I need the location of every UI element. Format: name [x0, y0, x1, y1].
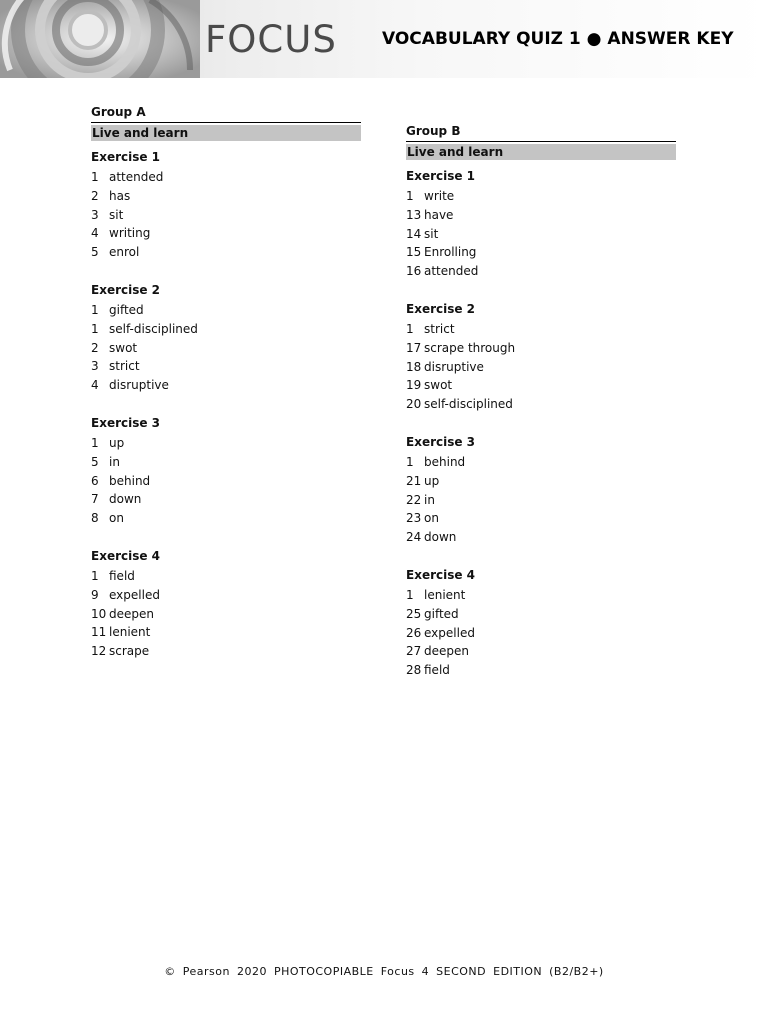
answer-item: 21 up [406, 473, 440, 488]
answer-item: 27 deepen [406, 644, 469, 659]
answer-item: 3 sit [91, 207, 124, 222]
answer-item: 1 write [406, 189, 455, 203]
answer-item: 12 scrape [91, 644, 150, 659]
answer-item: 28 field [406, 663, 450, 678]
group-a-exercise-1 [91, 148, 361, 262]
group-a-column [91, 104, 361, 661]
answer-item: 24 down [406, 530, 457, 545]
answer-item: 17 scrape through [406, 340, 516, 355]
answer-item: 11 lenient [91, 625, 151, 640]
answer-item: 1 lenient [406, 587, 466, 602]
answer-item: 22 in [406, 492, 435, 507]
focus-logo: FOCUS [205, 18, 337, 61]
answer-item: 4 disruptive [91, 378, 169, 393]
exercise-title: Exercise 1 [406, 169, 476, 183]
group-b-column [406, 123, 676, 680]
exercise-title: Exercise 4 [406, 567, 476, 582]
page-title: VOCABULARY QUIZ 1 ● ANSWER KEY [382, 29, 734, 49]
answer-item: 15 Enrolling [406, 245, 477, 260]
group-b-title: Group B [406, 123, 676, 142]
answer-item: 13 have [406, 207, 454, 222]
answer-item: 19 swot [406, 378, 453, 393]
group-a-title: Group A [91, 104, 361, 123]
answer-item: 9 expelled [91, 587, 160, 602]
answer-item: 2 has [91, 188, 131, 203]
page-header [0, 0, 768, 78]
answer-item: 4 writing [91, 226, 151, 241]
answer-item: 1 strict [406, 321, 455, 336]
answer-item: 3 strict [91, 359, 140, 374]
answer-item: 26 expelled [406, 625, 475, 640]
group-a-exercise-3 [91, 414, 361, 528]
answer-item: 25 gifted [406, 606, 459, 621]
group-b-exercise-4 [406, 566, 676, 680]
exercise-title: Exercise 3 [406, 434, 476, 449]
exercise-title: Exercise 2 [406, 301, 476, 316]
answer-item: 23 on [406, 511, 439, 526]
exercise-title: Exercise 2 [91, 282, 161, 297]
answer-item: 1 self-disciplined [91, 321, 198, 336]
exercise-title: Exercise 4 [91, 548, 161, 563]
group-b-exercise-3 [406, 433, 676, 547]
group-b-section-bar: Live and learn [406, 144, 676, 160]
group-a-section-bar: Live and learn [91, 125, 361, 141]
decorative-rings-graphic [0, 0, 200, 78]
answer-item: 5 enrol [91, 245, 140, 260]
answer-item: 7 down [91, 492, 142, 507]
group-a-exercise-4 [91, 547, 361, 661]
answer-item: 16 attended [406, 264, 479, 279]
answer-item: 1 gifted [91, 302, 144, 317]
answer-item: 1 attended [91, 170, 164, 184]
answer-item: 18 disruptive [406, 359, 484, 374]
answer-item: 20 self-disciplined [406, 397, 513, 412]
exercise-title: Exercise 1 [91, 150, 161, 164]
answer-item: 8 on [91, 511, 124, 526]
answer-item: 2 swot [91, 340, 138, 355]
copyright-footer: © Pearson 2020 PHOTOCOPIABLE Focus 4 SECOND EDITION (B2/B2+) [164, 965, 604, 978]
group-b-exercise-1 [406, 167, 676, 281]
answer-item: 10 deepen [91, 606, 154, 621]
answer-item: 14 sit [406, 226, 439, 241]
answer-item: 1 behind [406, 454, 466, 469]
answer-item: 5 in [91, 454, 120, 469]
exercise-title: Exercise 3 [91, 415, 161, 430]
answer-item: 1 field [91, 568, 135, 583]
group-b-exercise-2 [406, 300, 676, 414]
group-a-exercise-2 [91, 281, 361, 395]
answer-item: 1 up [91, 435, 125, 450]
answer-item: 6 behind [91, 473, 151, 488]
